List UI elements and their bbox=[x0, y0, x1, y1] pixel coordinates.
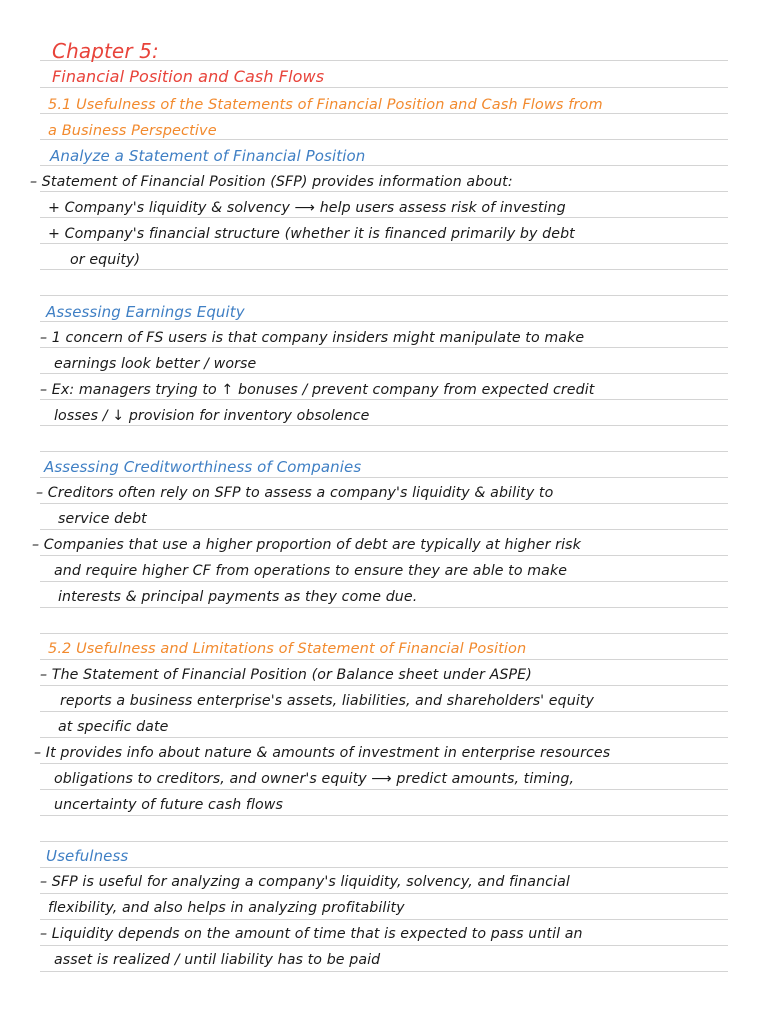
section-heading-continued: a Business Perspective bbox=[48, 123, 217, 139]
chapter-heading: Chapter 5: bbox=[52, 39, 159, 63]
note-line: or equity) bbox=[70, 252, 141, 268]
ruled-line bbox=[40, 295, 728, 296]
ruled-line bbox=[40, 919, 728, 920]
note-line: – Companies that use a higher proportion of debt are typically at higher risk bbox=[32, 537, 581, 553]
note-line: obligations to creditors, and owner's equity ⟶ predict amounts, timing, bbox=[54, 771, 575, 787]
chapter-title: Financial Position and Cash Flows bbox=[52, 67, 325, 86]
ruled-line bbox=[40, 841, 728, 842]
subsection-heading: Assessing Creditworthiness of Companies bbox=[44, 458, 362, 476]
note-line: – SFP is useful for analyzing a company's liquidity, solvency, and financial bbox=[40, 874, 570, 890]
note-line: losses / ↓ provision for inventory obsolence bbox=[54, 408, 370, 424]
note-line: reports a business enterprise's assets, liabilities, and shareholders' equity bbox=[60, 693, 595, 709]
note-line: earnings look better / worse bbox=[54, 356, 257, 372]
note-line: – It provides info about nature & amounts of investment in enterprise resources bbox=[34, 745, 611, 761]
ruled-line bbox=[40, 893, 728, 894]
note-line: interests & principal payments as they come due. bbox=[58, 589, 418, 605]
ruled-line bbox=[40, 451, 728, 452]
note-line: – Creditors often rely on SFP to assess a company's liquidity & ability to bbox=[36, 485, 554, 501]
note-line: asset is realized / until liability has to be paid bbox=[54, 952, 381, 968]
subsection-heading: Assessing Earnings Equity bbox=[46, 303, 245, 321]
note-line: – Liquidity depends on the amount of time that is expected to pass until an bbox=[40, 926, 583, 942]
note-line: at specific date bbox=[58, 719, 169, 735]
note-line: uncertainty of future cash flows bbox=[54, 797, 284, 813]
note-line: and require higher CF from operations to ensure they are able to make bbox=[54, 563, 568, 579]
note-line: – Statement of Financial Position (SFP) provides information about: bbox=[30, 174, 513, 190]
note-line: – The Statement of Financial Position (or Balance sheet under ASPE) bbox=[40, 667, 532, 683]
ruled-line bbox=[40, 971, 728, 972]
note-line: flexibility, and also helps in analyzing profitability bbox=[48, 900, 405, 916]
subsection-heading: Usefulness bbox=[46, 847, 129, 865]
note-line: service debt bbox=[58, 511, 147, 527]
note-line: + Company's financial structure (whether it is financed primarily by debt bbox=[48, 226, 575, 242]
ruled-line bbox=[40, 633, 728, 634]
ruled-line bbox=[40, 867, 728, 868]
note-line: + Company's liquidity & solvency ⟶ help users assess risk of investing bbox=[48, 200, 566, 216]
ruled-line bbox=[40, 945, 728, 946]
note-line: – 1 concern of FS users is that company insiders might manipulate to make bbox=[40, 330, 585, 346]
section-heading: 5.1 Usefulness of the Statements of Financial Position and Cash Flows from bbox=[48, 97, 603, 113]
subsection-heading: Analyze a Statement of Financial Position bbox=[50, 147, 366, 165]
note-line: – Ex: managers trying to ↑ bonuses / prevent company from expected credit bbox=[40, 382, 595, 398]
ruled-line bbox=[40, 269, 728, 270]
section-heading: 5.2 Usefulness and Limitations of Statement of Financial Position bbox=[48, 641, 527, 657]
